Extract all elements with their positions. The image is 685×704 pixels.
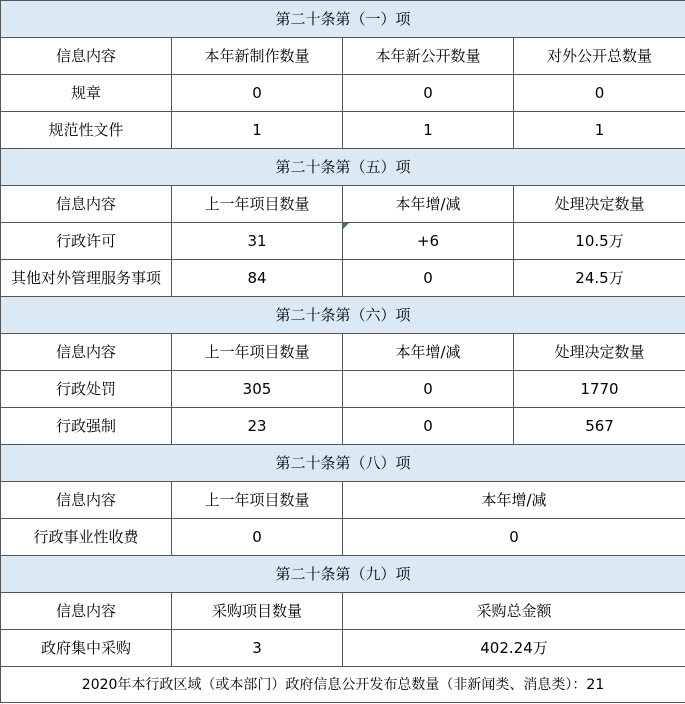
table-cell — [343, 223, 514, 260]
row-label: 政府集中采购 — [1, 630, 172, 667]
column-header: 上一年项目数量 — [172, 334, 343, 371]
column-header-row — [1, 186, 685, 223]
section-title: 第二十条第（一）项 — [1, 1, 685, 38]
column-header: 采购总金额 — [343, 593, 685, 630]
footer-row — [1, 667, 685, 703]
column-header: 上一年项目数量 — [172, 186, 343, 223]
row-label: 行政强制 — [1, 408, 172, 445]
table-cell: 1 — [172, 112, 343, 149]
table-row — [1, 519, 685, 556]
table-cell: 0 — [343, 260, 514, 297]
table-cell: 0 — [343, 75, 514, 112]
table-row — [1, 408, 685, 445]
table-cell: 1 — [514, 112, 685, 149]
section-header-row — [1, 1, 685, 38]
column-header: 对外公开总数量 — [514, 38, 685, 75]
column-header-row — [1, 334, 685, 371]
section-title: 第二十条第（九）项 — [1, 556, 685, 593]
row-label: 其他对外管理服务事项 — [1, 260, 172, 297]
table-row — [1, 630, 685, 667]
column-header: 信息内容 — [1, 186, 172, 223]
column-header: 处理决定数量 — [514, 334, 685, 371]
column-header: 本年增/减 — [343, 482, 685, 519]
table-cell: 0 — [343, 519, 685, 556]
column-header: 处理决定数量 — [514, 186, 685, 223]
section-title: 第二十条第（八）项 — [1, 445, 685, 482]
row-label: 规范性文件 — [1, 112, 172, 149]
table-cell: 31 — [172, 223, 343, 260]
table-cell: 0 — [172, 75, 343, 112]
table-cell: 567 — [514, 408, 685, 445]
table-cell: 305 — [172, 371, 343, 408]
footer-summary: 2020年本行政区域（或本部门）政府信息公开发布总数量（非新闻类、消息类）：21 — [1, 667, 685, 703]
cell-comment-marker — [343, 223, 349, 229]
table-row — [1, 260, 685, 297]
table-row — [1, 112, 685, 149]
table-cell: 84 — [172, 260, 343, 297]
column-header: 上一年项目数量 — [172, 482, 343, 519]
column-header-row — [1, 593, 685, 630]
section-title: 第二十条第（五）项 — [1, 149, 685, 186]
column-header-row — [1, 38, 685, 75]
column-header: 信息内容 — [1, 38, 172, 75]
table-cell: 23 — [172, 408, 343, 445]
section-header-row — [1, 149, 685, 186]
table-cell: 0 — [514, 75, 685, 112]
table-cell: 0 — [343, 371, 514, 408]
table-cell: 10.5万 — [514, 223, 685, 260]
table-cell: 1 — [343, 112, 514, 149]
column-header-row — [1, 482, 685, 519]
table-cell: 0 — [343, 408, 514, 445]
column-header: 信息内容 — [1, 334, 172, 371]
table-cell: 24.5万 — [514, 260, 685, 297]
section-header-row — [1, 556, 685, 593]
row-label: 行政事业性收费 — [1, 519, 172, 556]
table-row — [1, 75, 685, 112]
table-row — [1, 371, 685, 408]
cell-value: +6 — [416, 232, 440, 250]
section-header-row — [1, 297, 685, 334]
column-header: 信息内容 — [1, 593, 172, 630]
column-header: 信息内容 — [1, 482, 172, 519]
column-header: 本年新制作数量 — [172, 38, 343, 75]
section-title: 第二十条第（六）项 — [1, 297, 685, 334]
column-header: 本年增/减 — [343, 334, 514, 371]
row-label: 行政处罚 — [1, 371, 172, 408]
table-cell: 3 — [172, 630, 343, 667]
column-header: 本年新公开数量 — [343, 38, 514, 75]
column-header: 采购项目数量 — [172, 593, 343, 630]
column-header: 本年增/减 — [343, 186, 514, 223]
row-label: 行政许可 — [1, 223, 172, 260]
table-cell: 1770 — [514, 371, 685, 408]
table-row — [1, 223, 685, 260]
section-header-row — [1, 445, 685, 482]
table-cell: 0 — [172, 519, 343, 556]
row-label: 规章 — [1, 75, 172, 112]
table-cell: 402.24万 — [343, 630, 685, 667]
